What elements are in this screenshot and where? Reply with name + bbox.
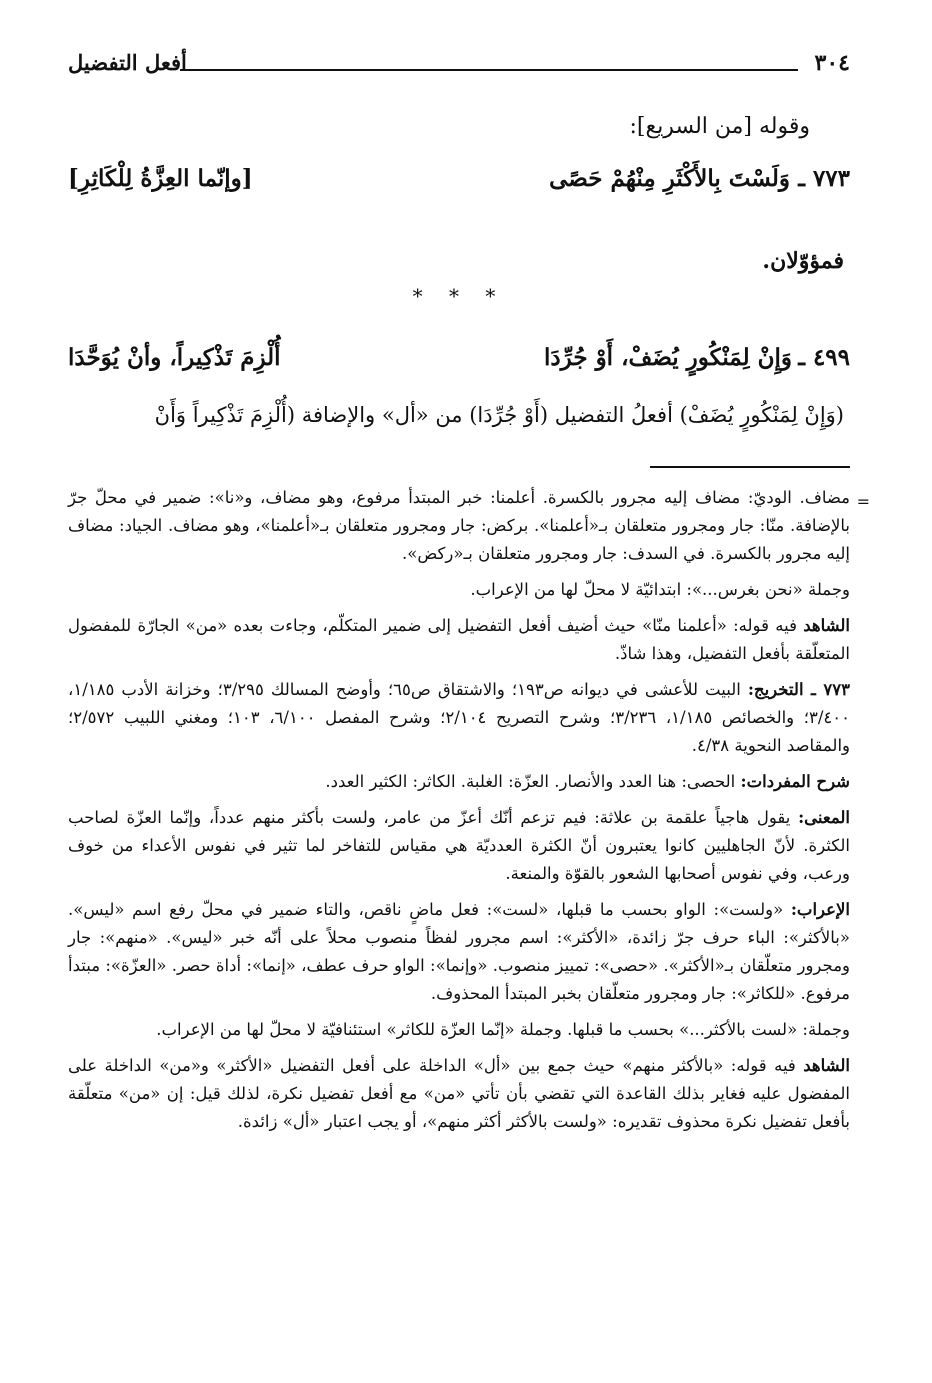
verse-explanation: (وَإِنْ لِمَنْكُورٍ يُضَفْ) أفعلُ التفضيل (أَوْ جُرِّدَا) من «أل» والإضافة (أُلْزِمَ تَذْكِيراً وَأَنْ (154, 403, 844, 427)
paragraph-text: «ولست»: الواو بحسب ما قبلها، «لست»: فعل ماضٍ ناقص، والتاء ضمير في محلّ رفع اسم «ليس». «بالأكثر»: الباء حرف جرّ زائدة، «الأكثر»: اسم مجرور لفظاً منصوب محلاً على أنّه خبر «ليس». «منهم»: جار ومجرور متعلّقان بـ«الأكثر». «حصى»: تمييز منصوب. «وإنما»: الواو حرف عطف، «إنما»: أداة حصر. «العزّة»: مبتدأ مرفوع. «للكاثر»: جار ومجرور متعلّقان بخبر المبتدأ المحذوف. (68, 900, 850, 1003)
footnote-paragraph (68, 768, 850, 796)
verse-intro: وقوله [من السريع]: (629, 114, 810, 139)
footnotes (68, 484, 870, 1144)
running-title: أفعل التفضيل (68, 50, 187, 75)
paragraph-heading: الشاهد (803, 1056, 850, 1075)
paragraph-heading: ٧٧٣ ـ التخريج: (747, 680, 850, 699)
footnote-paragraph: مضاف. الوديّ: مضاف إليه مجرور بالكسرة. أعلمنا: خبر المبتدأ مرفوع، وهو مضاف، و«نا»: ضمير في محلّ جرّ بالإضافة. منّا: جار ومجرور متعلقان بـ«أعلمنا». بركض: جار ومجرور متعلقان بـ«أعلمنا»، وهو مضاف. الجياد: مضاف إليه مجرور بالكسرة. في السدف: جار ومجرور متعلقان بـ«ركض». (68, 488, 850, 563)
footnote-paragraph (68, 896, 850, 1008)
footnote-rule (650, 466, 850, 468)
verse-773-tail: فمؤوّلان. (762, 248, 844, 274)
footnote-paragraph (68, 676, 850, 760)
paragraph-text: البيت للأعشى في ديوانه ص١٩٣؛ والاشتقاق ص٦٥؛ وأوضح المسالك ٣/٢٩٥؛ وخزانة الأدب ١/١٨٥، ٣/٤٠٠؛ والخصائص ١/١٨٥، ٣/٢٣٦؛ وشرح التصريح ٢/١٠٤؛ وشرح المفصل ٦/١٠٠، ١٠٣؛ ومغني اللبيب ٢/٥٧٢؛ والمقاصد النحوية ٤/٣٨. (68, 680, 850, 755)
footnote-paragraph (68, 1052, 850, 1136)
paragraph-text: فيه قوله: «أعلمنا منّا» حيث أضيف أفعل التفضيل إلى ضمير المتكلّم، وجاءت بعده «من» الجارّة للمفضول المتعلّقة بأفعل التفضيل، وهذا شاذّ. (68, 616, 850, 663)
verse-number: ٧٧٣ ـ (798, 165, 850, 192)
verse-hemistich-2: [وإنّما العِزَّةُ لِلْكَاثِرِ] (68, 165, 253, 192)
footnote-paragraph: وجملة «نحن بغرس...»: ابتدائيّة لا محلّ لها من الإعراب. (470, 580, 850, 599)
continuation-mark: = (856, 492, 870, 511)
paragraph-text: يقول هاجياً علقمة بن علاثة: فيم تزعم أنّك أعزّ من عامر، ولست بأكثر منهم عدداً، وإنّما العزّة لصاحب الكثرة. لأنّ الجاهليين كانوا يعتبرون أنّ الكثرة العدديّة هي مقياس للتفاخر لما تثير في نفوس الأعداء من خوف ورعب، وفي نفوس أصحابها الشعور بالقوّة والمنعة. (68, 808, 850, 883)
book-page (68, 0, 870, 1383)
verse-number: ٤٩٩ ـ (798, 344, 850, 371)
header-rule (180, 69, 798, 71)
paragraph-text: فيه قوله: «بالأكثر منهم» حيث جمع بين «أل» الداخلة على أفعل التفضيل «الأكثر» و«من» الداخلة على المفضول عليه فغاير بذلك القاعدة التي تقضي بأن تأتي «من» مع أفعل تفضيل نكرة، لذلك قيل: إن «من» متعلّقة بأفعل تفضيل نكرة محذوف تقديره: «ولست بالأكثر أكثر منهم»، أو يجب اعتبار «أل» زائدة. (68, 1056, 850, 1131)
paragraph-text: الحصى: هنا العدد والأنصار. العزّة: الغلبة. الكاثر: الكثير العدد. (325, 772, 736, 791)
paragraph-heading: الشاهد (803, 616, 850, 635)
footnote-paragraph: وجملة: «لست بالأكثر...» بحسب ما قبلها. وجملة «إنّما العزّة للكاثر» استئنافيّة لا محلّ لها من الإعراب. (156, 1020, 850, 1039)
footnote-paragraph (68, 612, 850, 668)
paragraph-heading: المعنى: (798, 808, 850, 827)
section-separator: * * * (412, 284, 506, 308)
page-number: ٣٠٤ (814, 50, 850, 76)
paragraph-heading: شرح المفردات: (740, 772, 850, 791)
footnote-paragraph (68, 804, 850, 888)
verse-hemistich-1: وَإِنْ لِمَنْكُورٍ يُضَفْ، أَوْ جُرِّدَا (544, 344, 792, 371)
verse-hemistich-2: أُلْزِمَ تَذْكِيراً، وأنْ يُوَحَّدَا (68, 344, 281, 371)
verse-hemistich-1: وَلَسْتَ بِالأَكْثَرِ مِنْهُمْ حَصًى (549, 165, 790, 192)
page-header (68, 50, 850, 84)
paragraph-heading: الإعراب: (790, 900, 850, 919)
